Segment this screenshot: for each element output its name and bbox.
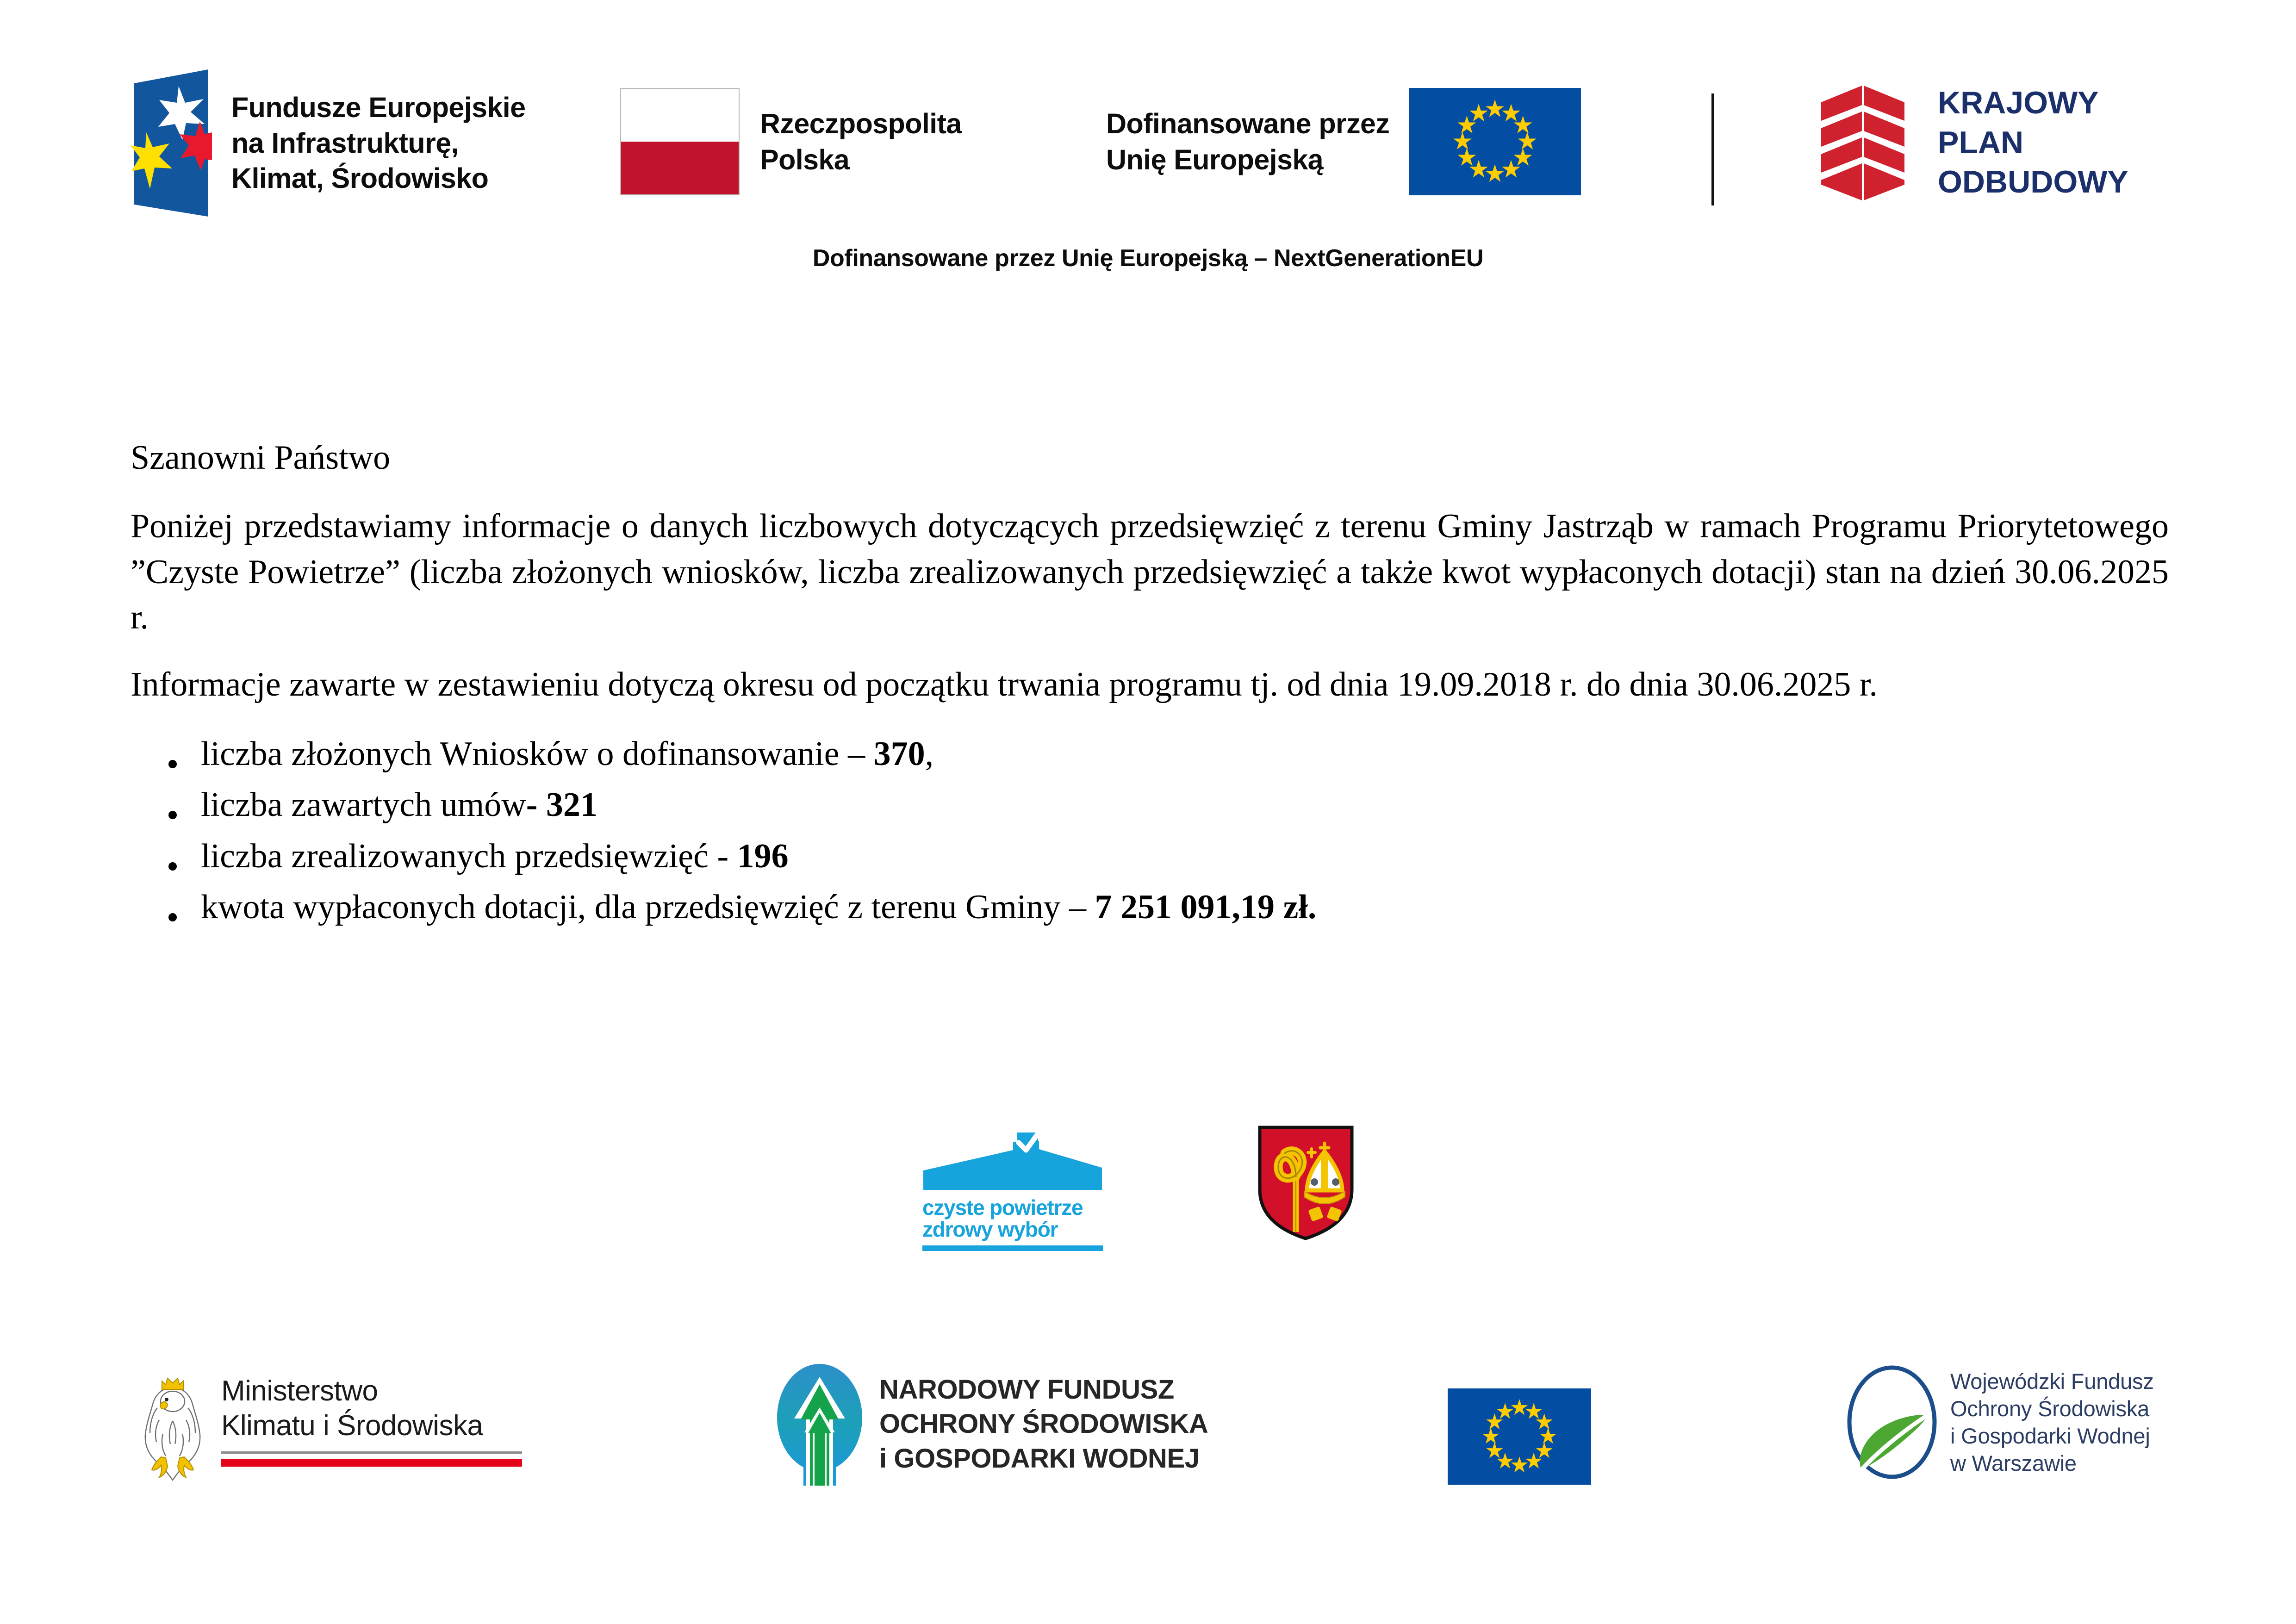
bullet-value: - 321 — [526, 786, 597, 824]
header-logo-strip — [0, 60, 2296, 218]
polish-eagle-icon — [139, 1365, 206, 1485]
cp-line-1: czyste powietrze — [922, 1195, 1083, 1220]
wfos-line-2: Ochrony Środowiska — [1950, 1396, 2150, 1421]
wfos-line-3: i Gospodarki Wodnej — [1950, 1424, 2150, 1448]
ministerstwo-text-block — [221, 1365, 522, 1467]
red-rule — [221, 1459, 522, 1467]
rp-line-2: Polska — [760, 144, 850, 175]
mks-line-2: Klimatu i Środowiska — [221, 1410, 483, 1442]
list-item — [131, 834, 2169, 879]
ministerstwo-klimatu-logo — [139, 1365, 522, 1485]
rp-line-1: Rzeczpospolita — [760, 107, 962, 139]
bullet-label: liczba zrealizowanych przedsięwzięć - — [201, 837, 737, 875]
eu-line-1: Dofinansowane przez — [1106, 107, 1390, 139]
wfosigw-leaf-icon — [1846, 1364, 1938, 1480]
list-item — [131, 884, 2169, 930]
bullet-value: 7 251 091,19 zł. — [1095, 888, 1317, 927]
rzeczpospolita-polska-logo — [620, 88, 962, 195]
gmina-jastrzab-crest-icon — [1256, 1125, 1356, 1240]
bullet-icon — [168, 811, 177, 819]
bullet-suffix: , — [925, 735, 934, 773]
document-body — [131, 435, 2169, 936]
krajowy-plan-odbudowy-icon — [1807, 85, 1917, 201]
bullet-label: kwota wypłaconych dotacji, dla przedsięwzięć z terenu Gminy – — [201, 888, 1095, 927]
cp-line-2: zdrowy wybór — [922, 1217, 1058, 1242]
footer-logo-row — [0, 1351, 2296, 1504]
salutation: Szanowni Państwo — [131, 439, 391, 477]
unia-europejska-logo — [1106, 88, 1581, 195]
paragraph-2: Informacje zawarte w zestawieniu dotyczą okresu od początku trwania programu tj. od dnia 19.09.2018 r. do dnia 30.06.2025 r. — [131, 665, 1878, 703]
czyste-powietrze-wordmark — [922, 1197, 1103, 1241]
paragraph-1: Poniżej przedstawiamy informacje o danych liczbowych dotyczących przedsięwzięć z terenu Gminy Jastrząb w ramach Programu Priorytetowego ”Czyste Powietrze” (liczba złożonych wniosków, liczba zrealizowanych przedsięwzięć a także kwot wypłaconych dotacji) stan na dzień 30.06.2025 r. — [131, 507, 2169, 637]
fe-line-2: na Infrastrukturę, — [231, 127, 459, 159]
nfosigw-logo — [776, 1363, 1208, 1486]
list-item — [131, 731, 2169, 777]
wfos-line-4: w Warszawie — [1950, 1451, 2077, 1476]
nfos-line-3: i GOSPODARKI WODNEJ — [879, 1443, 1200, 1474]
krajowy-plan-odbudowy-logo — [1807, 83, 2128, 202]
bullet-label: liczba zawartych umów — [201, 786, 526, 824]
nfosigw-tree-icon — [776, 1363, 864, 1486]
statistics-list — [131, 731, 2169, 930]
wfosigw-wordmark — [1950, 1368, 2154, 1477]
fundusze-europejskie-wordmark — [231, 90, 525, 197]
grey-rule — [221, 1451, 522, 1454]
bullet-icon — [168, 913, 177, 921]
eu-flag-icon — [1409, 88, 1581, 195]
fe-line-3: Klimat, Środowisko — [231, 162, 489, 194]
kpo-line-3: ODBUDOWY — [1938, 164, 2128, 200]
nfos-line-2: OCHRONY ŚRODOWISKA — [879, 1409, 1208, 1439]
bullet-value: 370 — [873, 735, 925, 773]
nfos-line-1: NARODOWY FUNDUSZ — [879, 1375, 1174, 1405]
fe-line-1: Fundusze Europejskie — [231, 91, 526, 123]
bullet-icon — [168, 862, 177, 871]
ministerstwo-rules — [221, 1451, 522, 1467]
czyste-powietrze-underbar — [922, 1245, 1103, 1251]
nextgeneration-eu-note: Dofinansowane przez Unię Europejską – NextGenerationEU — [812, 245, 1484, 272]
wfos-line-1: Wojewódzki Fundusz — [1950, 1369, 2154, 1394]
nfosigw-wordmark — [879, 1373, 1208, 1476]
bullet-value: 196 — [737, 837, 789, 875]
eu-flag-footer-icon — [1448, 1388, 1591, 1485]
bullet-label: liczba złożonych Wniosków o dofinansowanie – — [201, 735, 874, 773]
kpo-line-1: KRAJOWY — [1938, 85, 2099, 120]
list-item — [131, 782, 2169, 828]
middle-logo-row — [0, 1120, 2296, 1259]
unia-europejska-wordmark — [1106, 106, 1389, 178]
wfosigw-warszawa-logo — [1846, 1364, 2154, 1480]
rzeczpospolita-wordmark — [760, 106, 962, 178]
kpo-line-2: PLAN — [1938, 124, 2024, 160]
fundusze-europejskie-icon — [131, 69, 212, 217]
header-divider — [1711, 93, 1714, 205]
eu-line-2: Unię Europejską — [1106, 144, 1323, 175]
mks-line-1: Ministerstwo — [221, 1375, 378, 1407]
czyste-powietrze-house-icon — [922, 1132, 1103, 1192]
krajowy-plan-odbudowy-wordmark — [1938, 83, 2128, 202]
fundusze-europejskie-logo — [131, 69, 525, 217]
bullet-icon — [168, 760, 177, 768]
polish-flag-icon — [620, 88, 740, 195]
czyste-powietrze-logo — [922, 1132, 1103, 1251]
